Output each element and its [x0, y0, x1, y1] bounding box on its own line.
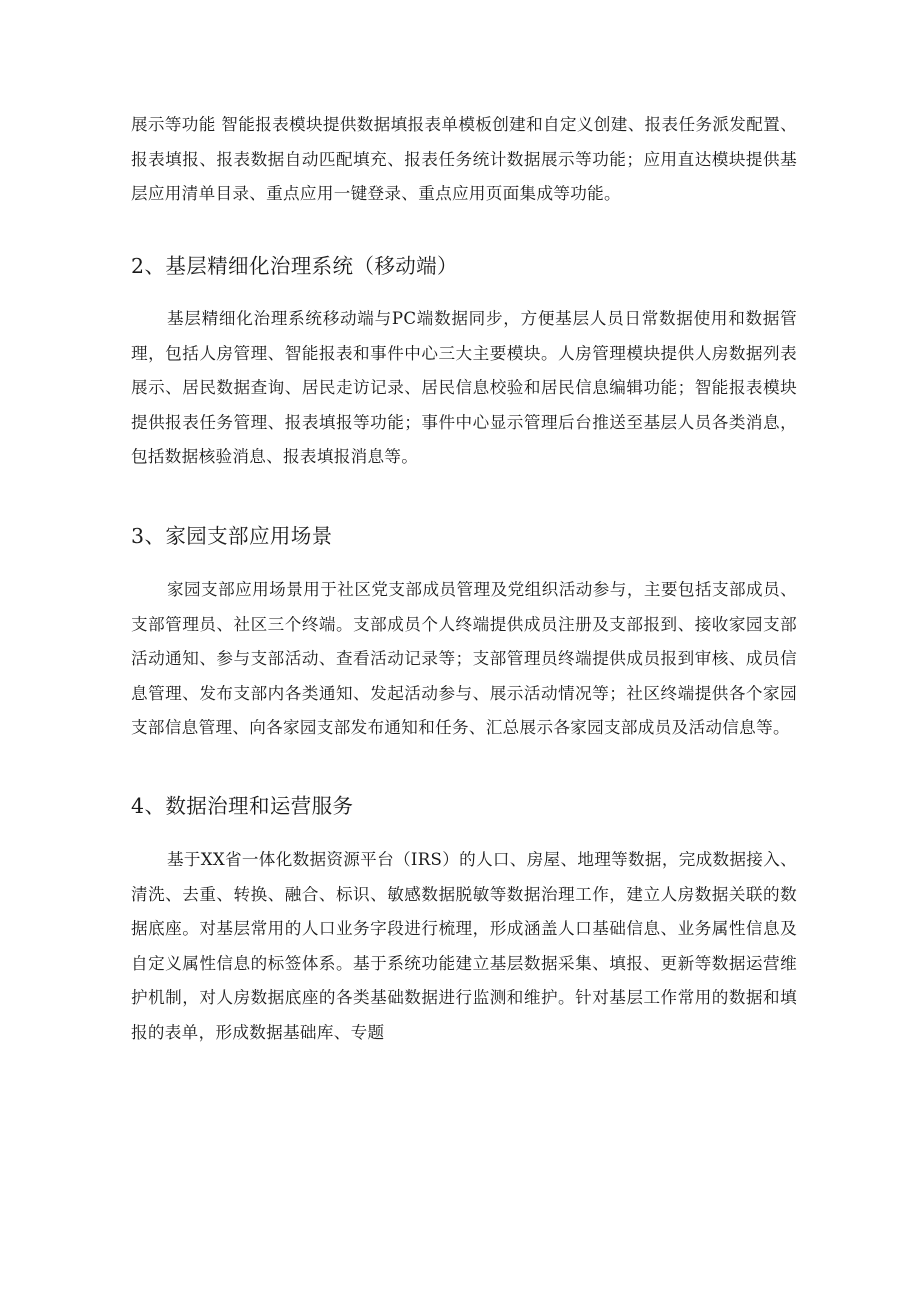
paragraph-party-branch: 家园支部应用场景用于社区党支部成员管理及党组织活动参与，主要包括支部成员、支部管理员、社区三个终端。支部成员个人终端提供成员注册及支部报到、接收家园支部活动通知、参与支部活动、查看活动记录等；支部管理员终端提供成员报到审核、成员信息管理、发布支部内各类通知、发起活动参与、展示活动情况等；社区终端提供各个家园支部信息管理、向各家园支部发布通知和任务、汇总展示各家园支部成员及活动信息等。	[131, 580, 797, 737]
paragraph-intro-continued: 展示等功能 智能报表模块提供数据填报表单模板创建和自定义创建、报表任务派发配置、报表填报、报表数据自动匹配填充、报表任务统计数据展示等功能；应用直达模块提供基层应用清单目录、重点应用一键登录、重点应用页面集成等功能。	[131, 115, 797, 203]
section-heading-mobile-system: 2、基层精细化治理系统（移动端）	[131, 254, 458, 278]
section-heading-data-governance: 4、数据治理和运营服务	[131, 794, 354, 818]
paragraph-data-governance: 基于XX省一体化数据资源平台（IRS）的人口、房屋、地理等数据，完成数据接入、清洗、去重、转换、融合、标识、敏感数据脱敏等数据治理工作，建立人房数据关联的数据底座。对基层常用的人口业务字段进行梳理，形成涵盖人口基础信息、业务属性信息及自定义属性信息的标签体系。基于系统功能建立基层数据采集、填报、更新等数据运营维护机制，对人房数据底座的各类基础数据进行监测和维护。针对基层工作常用的数据和填报的表单，形成数据基础库、专题	[131, 850, 797, 1042]
section-heading-party-branch: 3、家园支部应用场景	[131, 524, 333, 548]
paragraph-mobile-system: 基层精细化治理系统移动端与PC端数据同步，方便基层人员日常数据使用和数据管理，包括人房管理、智能报表和事件中心三大主要模块。人房管理模块提供人房数据列表展示、居民数据查询、居民走访记录、居民信息校验和居民信息编辑功能；智能报表模块提供报表任务管理、报表填报等功能；事件中心显示管理后台推送至基层人员各类消息，包括数据核验消息、报表填报消息等。	[131, 309, 797, 466]
